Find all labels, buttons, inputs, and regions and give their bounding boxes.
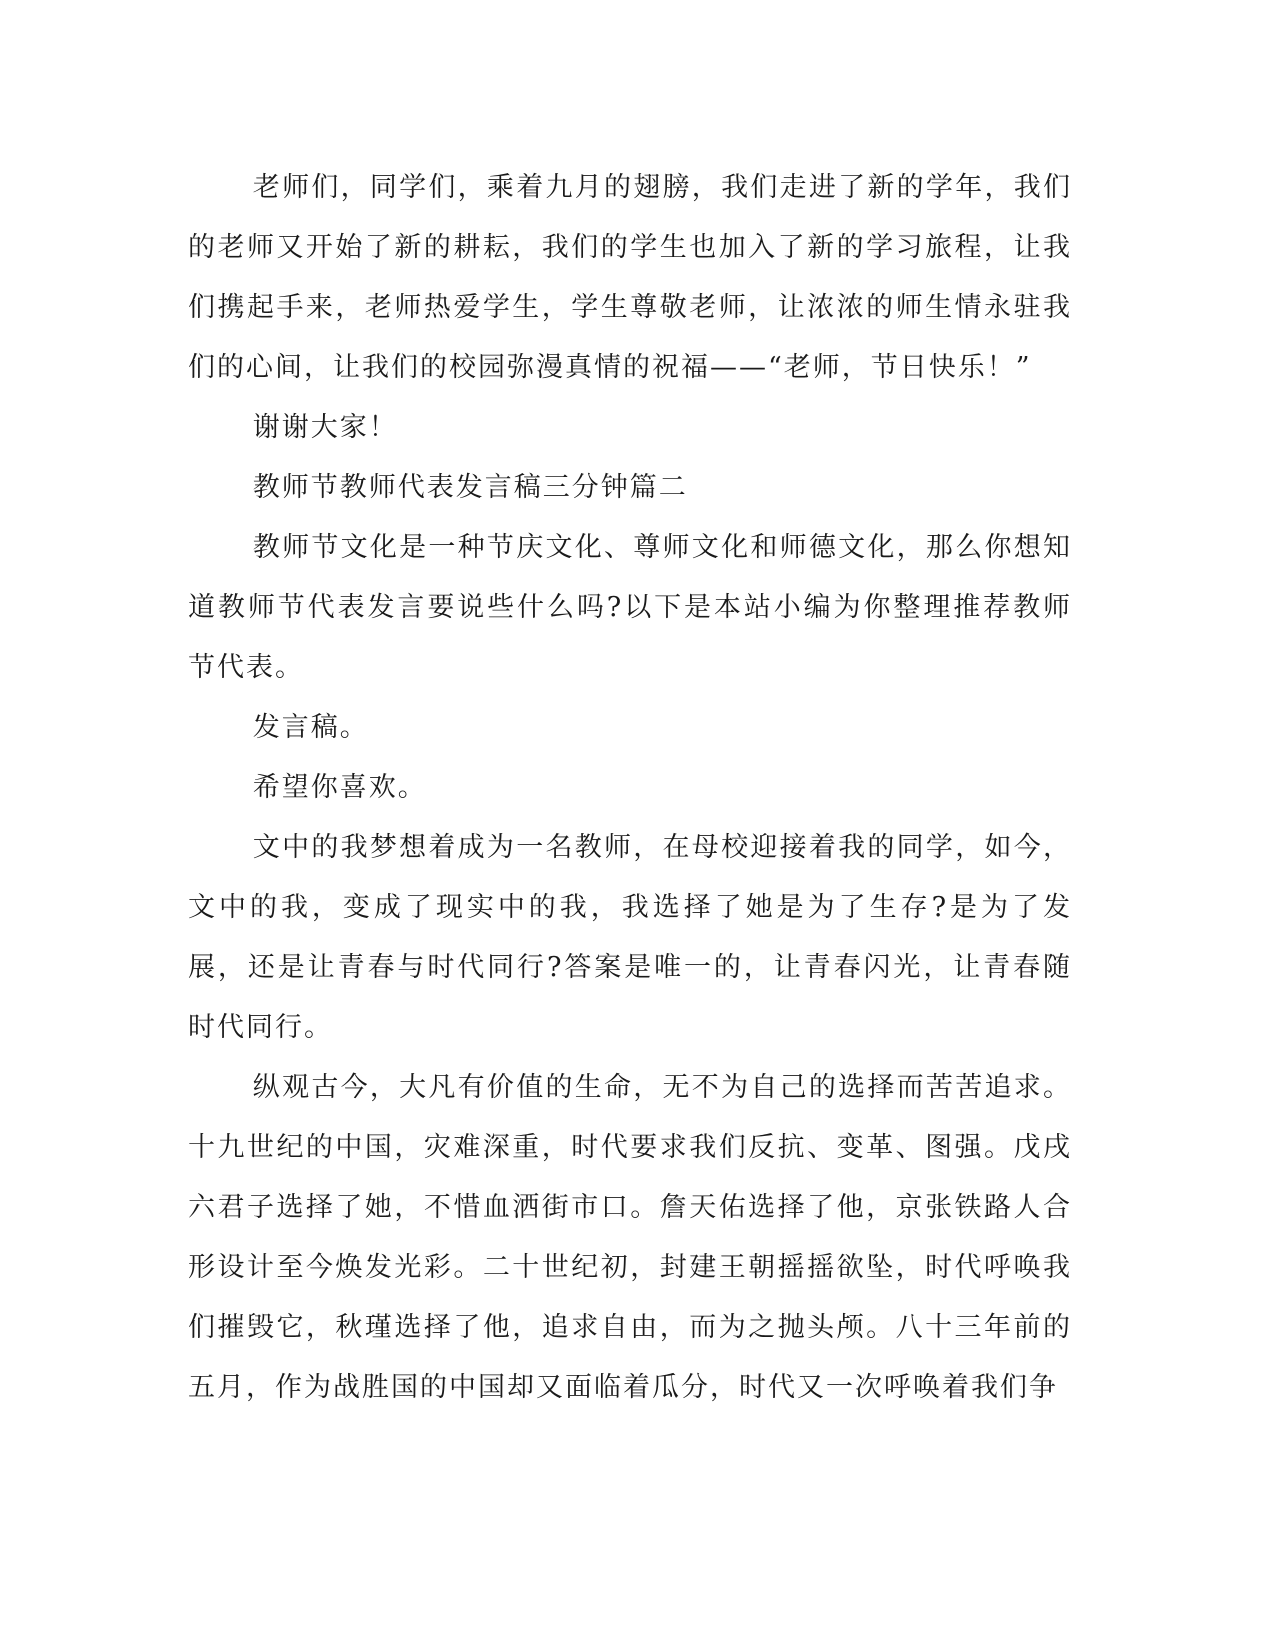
paragraph-intro: 教师节文化是一种节庆文化、尊师文化和师德文化，那么你想知道教师节代表发言要说些什么吗?以下是本站小编为你整理推荐教师节代表。 <box>188 532 1072 683</box>
paragraph-speech-label: 发言稿。 <box>252 712 369 743</box>
paragraph-hope: 希望你喜欢。 <box>252 772 427 803</box>
document-body <box>188 158 1072 1418</box>
section-heading: 教师节教师代表发言稿三分钟篇二 <box>252 472 688 503</box>
paragraph-dream: 文中的我梦想着成为一名教师，在母校迎接着我的同学，如今，文中的我，变成了现实中的我，我选择了她是为了生存?是为了发展，还是让青春与时代同行?答案是唯一的，让青春闪光，让青春随时代同行。 <box>188 832 1072 1043</box>
paragraph-history: 纵观古今，大凡有价值的生命，无不为自己的选择而苦苦追求。十九世纪的中国，灾难深重，时代要求我们反抗、变革、图强。戊戌六君子选择了她，不惜血洒街市口。詹天佑选择了他，京张铁路人合形设计至今焕发光彩。二十世纪初，封建王朝摇摇欲坠，时代呼唤我们摧毁它，秋瑾选择了他，追求自由，而为之抛头颅。八十三年前的五月，作为战胜国的中国却又面临着瓜分，时代又一次呼唤着我们争 <box>188 1072 1072 1403</box>
paragraph-greeting: 老师们，同学们，乘着九月的翅膀，我们走进了新的学年，我们的老师又开始了新的耕耘，我们的学生也加入了新的学习旅程，让我们携起手来，老师热爱学生，学生尊敬老师，让浓浓的师生情永驻我们的心间，让我们的校园弥漫真情的祝福——“老师，节日快乐！” <box>188 172 1072 383</box>
paragraph-thanks: 谢谢大家！ <box>252 412 398 443</box>
